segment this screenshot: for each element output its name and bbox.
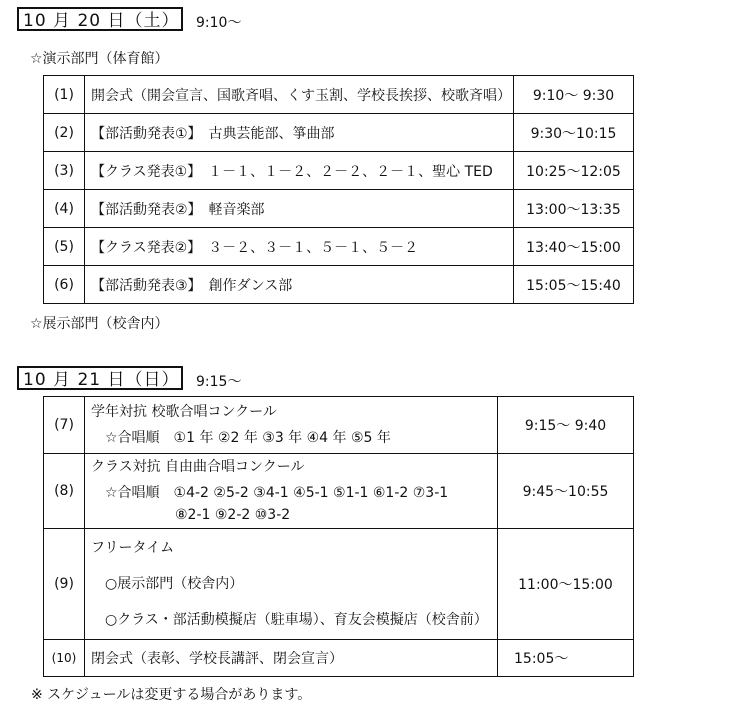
row-time: 15:05～ <box>498 640 634 677</box>
row-time: 15:05～15:40 <box>514 266 634 304</box>
day1-date: 10 月 20 日（土） <box>23 11 180 31</box>
table-row <box>44 228 634 266</box>
row-number: (10) <box>44 640 85 677</box>
row-time: 9:15～ 9:40 <box>498 397 634 454</box>
row-time: 9:30～10:15 <box>514 114 634 152</box>
row-program: 開会式（開会宣言、国歌斉唱、くす玉割、学校長挨拶、校歌斉唱） <box>85 76 514 114</box>
row-program-line: 学年対抗 校歌合唱コンクール <box>91 404 277 420</box>
row-program: 【部活動発表③】 創作ダンス部 <box>85 266 514 304</box>
table-row <box>44 76 634 114</box>
table-row <box>44 190 634 228</box>
table-row <box>44 529 634 640</box>
row-time: 13:40～15:00 <box>514 228 634 266</box>
table-row <box>44 397 634 454</box>
row-program-line: ☆合唱順 ①4-2 ②5-2 ③4-1 ④5-1 ⑤1-1 ⑥1-2 ⑦3-1 <box>91 485 449 501</box>
row-number: (6) <box>44 266 85 304</box>
row-program <box>85 454 498 529</box>
row-time: 10:25～12:05 <box>514 152 634 190</box>
table-row <box>44 454 634 529</box>
row-number: (3) <box>44 152 85 190</box>
row-program-line: ○展示部門（校舎内） <box>91 576 244 592</box>
row-time: 11:00～15:00 <box>498 529 634 640</box>
row-number: (1) <box>44 76 85 114</box>
day2-date: 10 月 21 日（日） <box>23 370 180 390</box>
schedule-change-note: ※ スケジュールは変更する場合があります。 <box>31 687 312 703</box>
row-program-line: クラス対抗 自由曲合唱コンクール <box>91 459 305 475</box>
row-program <box>85 640 498 677</box>
row-time: 9:45～10:55 <box>498 454 634 529</box>
row-program-line: ○クラス・部活動模擬店（駐車場）、育友会模擬店（校舎前） <box>91 612 488 628</box>
row-number: (4) <box>44 190 85 228</box>
row-program-line: ☆合唱順 ①1 年 ②2 年 ③3 年 ④4 年 ⑤5 年 <box>91 430 391 446</box>
table-row <box>44 266 634 304</box>
row-number: (5) <box>44 228 85 266</box>
row-number: (2) <box>44 114 85 152</box>
day1-exhibit-section: ☆展示部門（校舎内） <box>30 316 169 332</box>
day1-section-title: ☆演示部門（体育館） <box>30 51 169 67</box>
row-time: 13:00～13:35 <box>514 190 634 228</box>
row-program: 【クラス発表②】 ３－２、３－１、５－１、５－２ <box>85 228 514 266</box>
day1-start-time: 9:10～ <box>196 15 242 31</box>
row-number: (8) <box>44 454 85 529</box>
row-program <box>85 397 498 454</box>
row-number: (7) <box>44 397 85 454</box>
row-program: 【部活動発表①】 古典芸能部、箏曲部 <box>85 114 514 152</box>
row-time: 9:10～ 9:30 <box>514 76 634 114</box>
day1-schedule-table <box>43 75 634 304</box>
table-row <box>44 152 634 190</box>
day2-schedule-table <box>43 396 634 677</box>
day2-start-time: 9:15～ <box>196 374 242 390</box>
row-number: (9) <box>44 529 85 640</box>
row-program: 【部活動発表②】 軽音楽部 <box>85 190 514 228</box>
row-program-line: フリータイム <box>91 540 175 556</box>
day1-date-box <box>17 7 183 31</box>
row-program: 【クラス発表①】 １－１、１－２、２－２、２－１、聖心 TED <box>85 152 514 190</box>
row-program-line: ⑧2-1 ⑨2-2 ⑩3-2 <box>91 507 291 523</box>
table-row <box>44 114 634 152</box>
row-program <box>85 529 498 640</box>
day2-date-box <box>17 366 183 390</box>
row-program-line: 閉会式（表彰、学校長講評、閉会宣言） <box>91 651 343 667</box>
table-row <box>44 640 634 677</box>
